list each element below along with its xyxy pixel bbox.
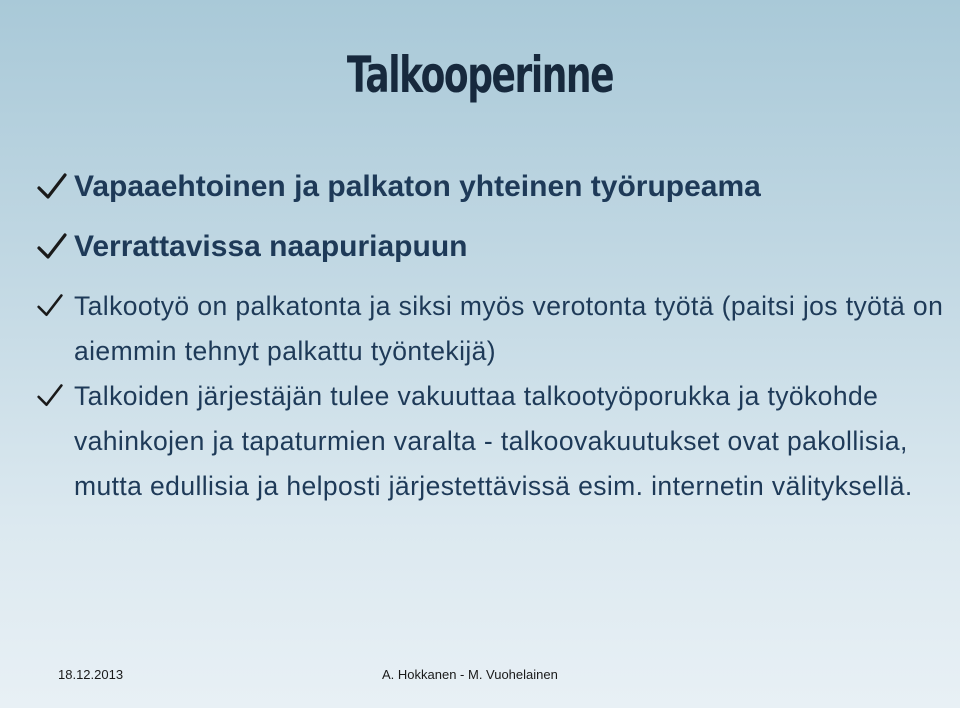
bullet-text: Verrattavissa naapuriapuun (74, 230, 468, 263)
bullet-text: Talkoiden järjestäjän tulee vakuuttaa talkootyöporukka ja työkohde vahinkojen ja tapaturmien varalta - talkoovakuutukset ovat pakollisia, mutta edullisia ja helposti järjestettävissä esim. internetin välityksellä. (74, 381, 913, 501)
check-icon (36, 231, 68, 263)
bullet-item (36, 374, 951, 509)
slide-title: Talkooperinne (346, 46, 614, 104)
check-icon (36, 382, 64, 410)
footer-date: 18.12.2013 (58, 667, 124, 682)
footer-author: A. Hokkanen - M. Vuohelainen (382, 667, 558, 682)
bullet-text: Vapaaehtoinen ja palkaton yhteinen työrupeama (74, 170, 761, 203)
check-icon (36, 292, 64, 320)
check-icon (36, 171, 68, 203)
bullet-item (36, 164, 951, 210)
bullet-item (36, 224, 951, 270)
bullet-list (36, 164, 951, 509)
bullet-item (36, 284, 951, 374)
bullet-text: Talkootyö on palkatonta ja siksi myös verotonta työtä (paitsi jos työtä on aiemmin tehnyt palkattu työntekijä) (74, 291, 944, 366)
